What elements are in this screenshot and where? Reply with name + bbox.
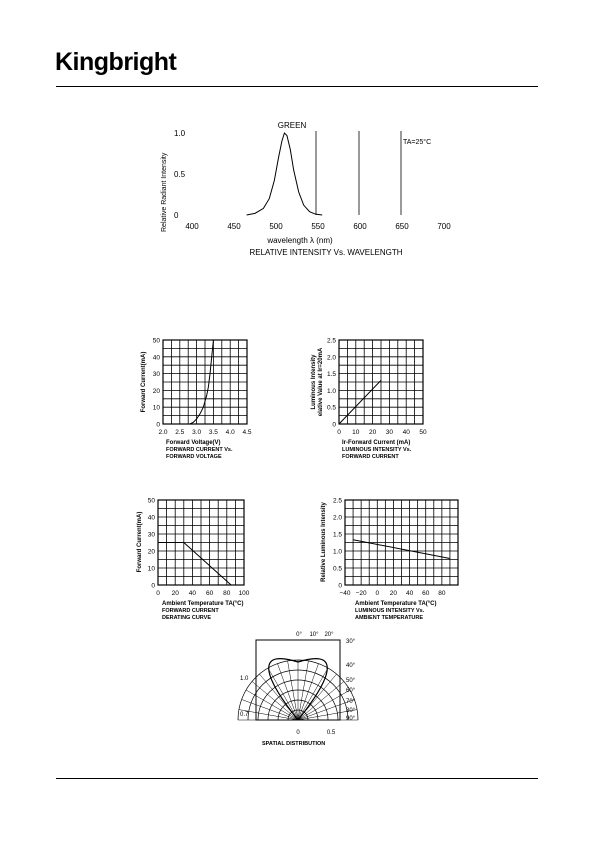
- x-tick-label: −20: [355, 590, 367, 597]
- y-tick-label: 0: [156, 421, 160, 429]
- x-tick-label: 2.5: [175, 429, 185, 436]
- y-tick-label: 1.5: [326, 371, 336, 379]
- angle-label: 30°: [346, 639, 356, 645]
- y-tick-label: 1.5: [332, 531, 342, 539]
- x-tick-label: 100: [238, 590, 250, 597]
- chart-title: RELATIVE INTENSITY Vs. WAVELENGTH: [249, 248, 403, 257]
- x-tick-label: 2.0: [158, 429, 168, 436]
- x-tick-label: 20: [171, 590, 179, 597]
- x-tick-label: 3.0: [192, 429, 202, 436]
- chart-3: [137, 498, 250, 622]
- angle-label: 10°: [309, 632, 319, 638]
- y-tick-label: 0.5: [326, 404, 336, 412]
- chart-title-line2: AMBIENT TEMPERATURE: [355, 615, 424, 621]
- chart-title-line1: FORWARD CURRENT: [162, 608, 219, 614]
- angle-label: 40°: [346, 663, 356, 669]
- chart-title: SPATIAL DISTRIBUTION: [262, 741, 326, 747]
- y-tick-label: 20: [147, 548, 155, 556]
- brand-logo: Kingbright: [55, 48, 177, 76]
- y-tick-label: 50: [147, 497, 155, 505]
- y-axis-label: Forward Current(mA): [141, 351, 147, 413]
- y-tick-label: 50: [152, 337, 160, 345]
- chart-4: [321, 498, 458, 622]
- y-tick-label: 20: [152, 387, 160, 395]
- y-tick-label: 0: [338, 582, 342, 590]
- x-tick-label: 50: [419, 429, 427, 436]
- x-tick-label: 450: [227, 222, 241, 231]
- x-tick-label: 600: [353, 222, 367, 231]
- x-tick-label: 40: [405, 590, 414, 597]
- series-line: [158, 543, 231, 586]
- y-axis-label-line1: Luminous Intensity: [311, 354, 317, 410]
- y-tick-label: 0.5: [174, 170, 186, 179]
- y-tick-label: 1.0: [326, 387, 336, 395]
- y-tick-label: 10: [147, 565, 155, 573]
- x-tick-label: 0: [156, 590, 160, 597]
- angle-label: 0°: [296, 632, 302, 638]
- x-axis-label: Ir-Forward Current (mA): [342, 440, 411, 446]
- x-tick-label: 10: [352, 429, 360, 436]
- angle-label: 20°: [324, 632, 334, 638]
- x-tick-label: 650: [395, 222, 409, 231]
- x-axis-label: wavelength λ (nm): [267, 236, 333, 245]
- chart-title-line1: LUMINOUS INTENSITY Vs.: [342, 447, 412, 453]
- chart-title-line1: LUMINOUS INTENSITY Vs.: [355, 608, 425, 614]
- y-tick-label: 1.0: [332, 548, 342, 556]
- y-tick-label: 2.0: [332, 514, 342, 522]
- series-line: [339, 380, 381, 424]
- y-axis-label-line2: elative Value at Ir=20mA: [318, 347, 324, 417]
- x-axis-label: Forward Voltage(V): [166, 440, 221, 446]
- bottom-label: 0.5: [326, 730, 336, 736]
- chart-title-line2: FORWARD CURRENT: [342, 454, 399, 460]
- y-tick-label: 0.5: [332, 565, 342, 573]
- grid: [163, 340, 247, 424]
- y-axis-label: Forward Current(mA): [137, 511, 143, 573]
- radial-label: 0.7: [240, 712, 249, 718]
- series-label: GREEN: [277, 121, 307, 130]
- spectrum-chart: [161, 121, 451, 257]
- x-tick-label: 60: [422, 590, 430, 597]
- x-tick-label: 30: [385, 429, 394, 436]
- y-tick-label: 0: [174, 211, 179, 220]
- angle-label: 80°: [346, 708, 356, 714]
- x-tick-label: 400: [185, 222, 199, 231]
- x-tick-label: 80: [223, 590, 231, 597]
- y-tick-label: 0: [151, 582, 155, 590]
- spectrum-curve: [247, 133, 323, 215]
- y-tick-label: 30: [147, 531, 155, 539]
- x-tick-label: 0: [337, 429, 341, 436]
- y-tick-label: 2.0: [326, 354, 336, 362]
- x-tick-label: 0: [375, 590, 380, 597]
- x-axis-label: Ambient Temperature TA(°C): [162, 601, 244, 607]
- grid: [345, 500, 458, 585]
- y-tick-label: 1.0: [174, 129, 186, 138]
- x-tick-label: 4.5: [242, 429, 252, 436]
- x-tick-label: 20: [389, 590, 398, 597]
- y-tick-label: 2.5: [332, 497, 342, 505]
- chart-title-line2: DERATING CURVE: [162, 615, 211, 621]
- x-tick-label: 500: [269, 222, 283, 231]
- x-tick-label: 3.5: [208, 429, 218, 436]
- chart-1: [141, 338, 252, 461]
- y-axis-label: Relative Luminous Intensity: [321, 502, 327, 582]
- y-axis-label: Relative Radiant Intensity: [161, 152, 168, 232]
- chart-2: [311, 338, 427, 461]
- x-tick-label: 20: [368, 429, 377, 436]
- x-axis-label: Ambient Temperature TA(°C): [355, 601, 437, 607]
- angle-label: 70°: [346, 699, 356, 705]
- angle-label: 50°: [346, 678, 356, 684]
- angle-label: 60°: [346, 688, 356, 694]
- bottom-label: 0: [296, 730, 300, 736]
- x-tick-label: 4.0: [225, 429, 235, 436]
- y-tick-label: 10: [152, 404, 160, 412]
- y-tick-label: 40: [152, 354, 160, 362]
- x-tick-label: 80: [438, 590, 446, 597]
- y-tick-label: 2.5: [326, 337, 336, 345]
- y-tick-label: 40: [147, 514, 155, 522]
- x-tick-label: 40: [402, 429, 410, 436]
- y-tick-label: 0: [332, 421, 336, 429]
- x-tick-label: 550: [311, 222, 325, 231]
- chart-title-line1: FORWARD CURRENT Vs.: [166, 447, 233, 453]
- x-tick-label: 700: [437, 222, 451, 231]
- x-tick-label: 60: [205, 590, 214, 597]
- x-tick-label: 40: [188, 590, 197, 597]
- temperature-annotation: TA=25°C: [403, 139, 432, 146]
- chart-title-line2: FORWARD VOLTAGE: [166, 454, 222, 460]
- radial-label: 1.0: [240, 676, 249, 682]
- spatial-distribution-chart: [238, 632, 358, 747]
- angle-label: 90°: [346, 716, 356, 722]
- y-tick-label: 30: [152, 371, 160, 379]
- x-tick-label: −40: [339, 590, 351, 597]
